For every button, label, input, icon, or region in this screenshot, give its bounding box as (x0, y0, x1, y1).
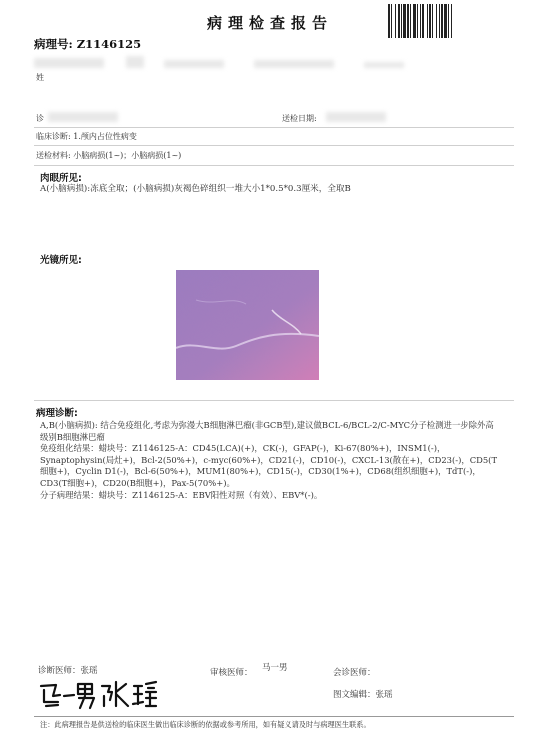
molecular-results: 分子病理结果：蜡块号：Z1146125-A：EBV阳性对照（有效）、EBV*(-)。 (40, 489, 323, 500)
barcode-bar (407, 4, 409, 38)
patient-field-label: 姓 (36, 73, 44, 82)
barcode (388, 4, 472, 38)
barcode-bar (401, 4, 402, 38)
diagnosis-body (40, 420, 500, 501)
consult-doctor: 会诊医师： (333, 668, 376, 678)
diagnosis-main: A,B(小脑病损): 结合免疫组化,考虑为弥漫大B细胞淋巴瘤(非GCB型),建议做BCL-6/BCL-2/C-MYC分子检测进一步除外高级别B细胞淋巴瘤 (40, 420, 494, 442)
footer-divider (34, 716, 514, 717)
barcode-bar (420, 4, 421, 38)
microscopic-heading: 光镜所见: (40, 255, 82, 266)
ihc-results: 免疫组化结果：蜡块号：Z1146125-A：CD45(LCA)(+)，CK(-)，GFAP(-)，Ki-67(80%+)，INSM1(-)，Synaptophysin(局灶+)，Bcl-2(50%+)，c-myc(60%+)，CD21(-)，CD10(-)，CXCL-13(散在+)，CD23(-)，CD5(T细胞+)，Cyclin D1(-)，Bcl-6(50%+)，MUM1(80%+)，CD15(-)，CD30(1%+)，CD68(组织细胞+)，TdT(-)，CD3(T细胞+)，CD20(B细胞+)，Pax-5(70%+)。 (40, 443, 498, 488)
divider (34, 400, 514, 401)
divider (34, 145, 514, 146)
divider (34, 165, 514, 166)
barcode-bar (410, 4, 411, 38)
barcode-bar (395, 4, 396, 38)
barcode-bar (422, 4, 424, 38)
report-title: 病理检查报告 (206, 14, 333, 32)
barcode-bar (451, 4, 452, 38)
redacted-patient-info (34, 54, 514, 84)
gross-heading: 肉眼所见: (40, 173, 82, 184)
barcode-bar (448, 4, 449, 38)
redacted-field (48, 112, 118, 122)
reviewing-doctor-name: 马一男 (262, 663, 288, 673)
pathology-number: 病理号: Z1146125 (34, 37, 142, 51)
send-date-label: 送检日期: (282, 114, 317, 123)
gross-text: A(小脑病损):冻底全取；(小脑病损)灰褐色碎组织一堆大小1*0.5*0.3厘米，全取B (40, 184, 351, 194)
barcode-bar (388, 4, 390, 38)
barcode-bar (444, 4, 447, 38)
image-editor: 图文编辑：张瑶 (333, 690, 393, 700)
barcode-bar (439, 4, 440, 38)
barcode-bar (391, 4, 392, 38)
submitted-material: 送检材料: 小脑病损(1~)；小脑病损(1~) (36, 151, 182, 160)
barcode-bar (398, 4, 400, 38)
barcode-bar (436, 4, 437, 38)
reviewing-doctor-label: 审核医师： (210, 668, 253, 678)
barcode-bar (441, 4, 443, 38)
diagnosis-heading: 病理诊断: (36, 408, 78, 419)
barcode-bar (403, 4, 406, 38)
barcode-bar (413, 4, 416, 38)
barcode-bar (429, 4, 431, 38)
barcode-bar (427, 4, 428, 38)
histology-image (176, 270, 319, 380)
clinical-diagnosis: 临床诊断: 1.颅内占位性病变 (36, 132, 137, 141)
redacted-date (326, 112, 386, 122)
handwritten-signature (38, 678, 158, 712)
patient-field-initial: 诊 (36, 114, 44, 123)
footer-note: 注：此病理报告是供送检的临床医生做出临床诊断的依据或参考所用，如有疑义请及时与病理医生联系。 (40, 720, 371, 729)
barcode-bar (432, 4, 433, 38)
diagnosing-doctor: 诊断医师：张瑶 (38, 666, 98, 676)
divider (34, 127, 514, 128)
barcode-bar (417, 4, 418, 38)
